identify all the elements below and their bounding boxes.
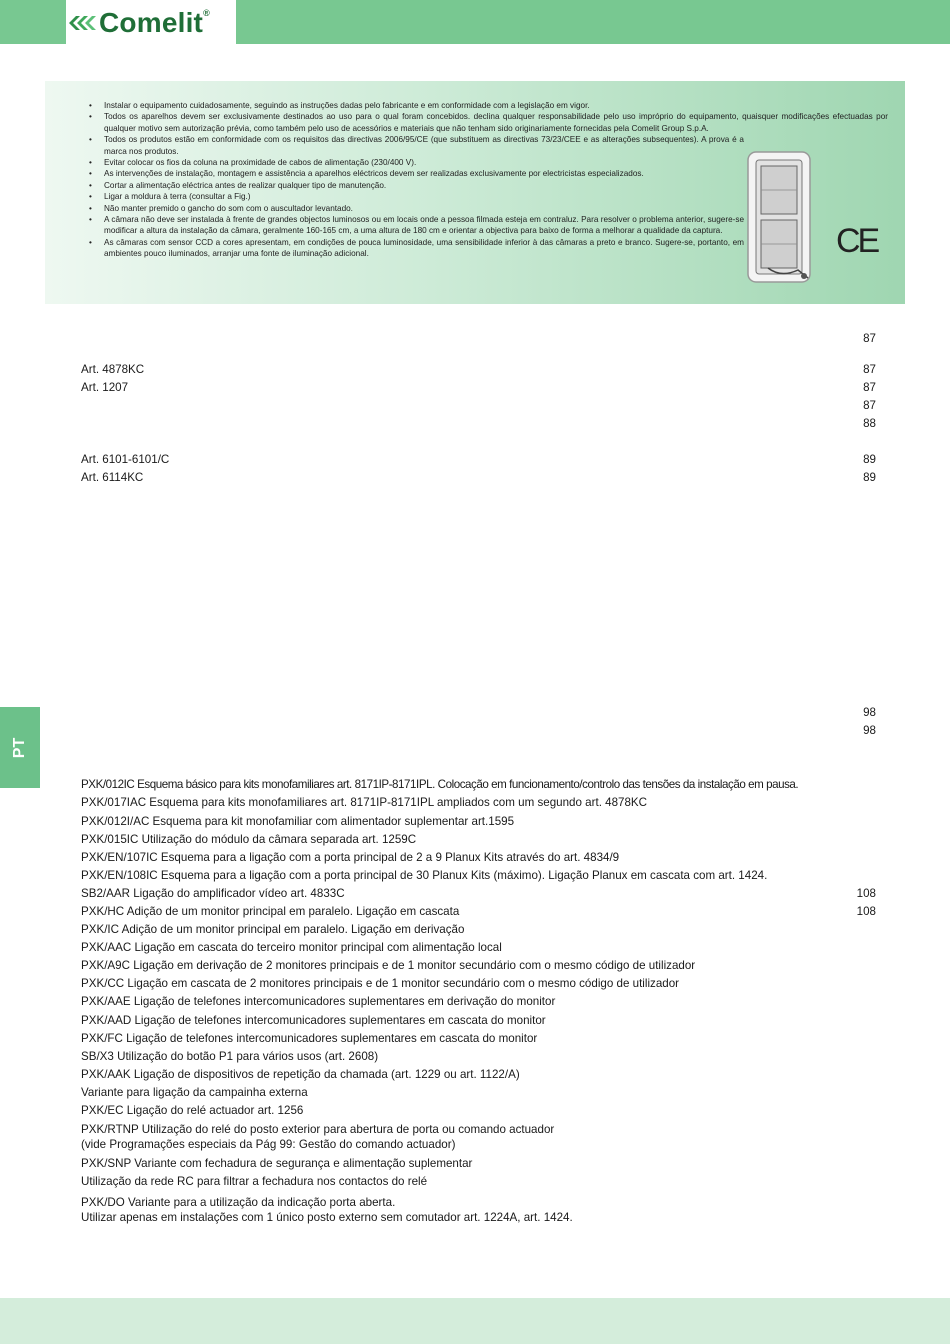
notice-item: • As intervenções de instalação, montagem e assistência a aparelhos eléctricos devem ser realizadas exclusivamente por electricistas especializados. — [88, 168, 744, 179]
toc-row[interactable]: PXK/HC Adição de um monitor principal em paralelo. Ligação em cascata 108 — [81, 905, 876, 918]
toc-row[interactable]: PXK/012IC Esquema básico para kits monofamiliares art. 8171IP-8171IPL. Colocação em funcionamento/controlo das tensões da instalação em pausa. — [81, 778, 799, 791]
toc-row[interactable]: PXK/EN/107IC Esquema para a ligação com a porta principal de 2 a 9 Planux Kits através do art. 4834/9 — [81, 851, 620, 864]
notice-item: • A câmara não deve ser instalada à frente de grandes objectos luminosos ou em locais onde a pessoa filmada esteja em contraluz. Para resolver o problema anterior, sugere-se modificar a altura da instalação da câmara, geralmente 160-165 cm, a uma altura de 180 cm e orientar a objectiva para baixo de forma a melhorar a qualidade da captura. — [88, 214, 744, 237]
toc-row[interactable]: PXK/015IC Utilização do módulo da câmara separada art. 1259C — [81, 833, 417, 846]
notice-item: • Todos os aparelhos devem ser exclusivamente destinados ao uso para o qual foram concebidos. declina qualquer responsabilidade pelo uso impróprio do equipamento, quaisquer modificações efectuadas por qualquer motivo sem autorização prévia, como também pelo uso de acessórios e materiais que não tenham sido originariamente fornecidas pela Comelit Group S.p.A. — [88, 111, 888, 134]
toc-row[interactable]: PXK/A9C Ligação em derivação de 2 monitores principais e de 1 monitor secundário com o mesmo código de utilizador — [81, 959, 696, 972]
page-number: 98 — [863, 724, 876, 737]
page-number: 108 — [856, 905, 876, 918]
toc-row[interactable]: PXK/IC Adição de um monitor principal em paralelo. Ligação em derivação — [81, 923, 465, 936]
toc-row[interactable] — [81, 331, 876, 347]
toc-row[interactable]: PXK/CC Ligação em cascata de 2 monitores principais e de 1 monitor secundário com o mesmo código de utilizador — [81, 977, 680, 990]
toc-row[interactable]: PXK/AAK Ligação de dispositivos de repetição da chamada (art. 1229 ou art. 1122/A) — [81, 1068, 520, 1081]
toc-row[interactable]: Art. 6101-6101/C 89 — [81, 453, 876, 466]
page-number: 87 — [863, 399, 876, 412]
toc-row[interactable]: PXK/AAD Ligação de telefones intercomunicadores suplementares em cascata do monitor — [81, 1014, 546, 1027]
toc-row[interactable]: PXK/AAE Ligação de telefones intercomunicadores suplementares em derivação do monitor — [81, 995, 556, 1008]
footer-bar — [0, 1298, 950, 1344]
toc-row[interactable]: SB/X3 Utilização do botão P1 para vários usos (art. 2608) — [81, 1050, 379, 1063]
notice-item: • As câmaras com sensor CCD a cores apresentam, em condições de pouca luminosidade, uma sensibilidade inferior à das câmaras a preto e branco. Sugere-se, portanto, em ambientes pouco iluminados, arranjar uma fonte de iluminação adicional. — [88, 237, 744, 260]
earthing-frame-figure — [746, 150, 816, 286]
brand-name: Comelit® — [99, 7, 210, 38]
toc-row[interactable]: Variante para ligação da campainha externa — [81, 1086, 308, 1099]
toc-row[interactable]: Art. 4878KC 87 — [81, 363, 876, 376]
toc-row[interactable] — [81, 416, 876, 432]
toc-row[interactable]: Utilização da rede RC para filtrar a fechadura nos contactos do relé — [81, 1175, 428, 1188]
toc-row[interactable]: Art. 1207 87 — [81, 381, 876, 394]
notice-item: • Ligar a moldura à terra (consultar a Fig.) — [88, 191, 744, 202]
page-number: 89 — [863, 471, 876, 484]
language-tab-label: PT — [10, 737, 28, 758]
toc-row[interactable]: Art. 6114KC 89 — [81, 471, 876, 484]
page-number: 88 — [863, 417, 876, 430]
page-number: 87 — [863, 363, 876, 376]
notice-item: • Evitar colocar os fios da coluna na proximidade de cabos de alimentação (230/400 V). — [88, 157, 744, 168]
toc-row[interactable]: PXK/012I/AC Esquema para kit monofamiliar com alimentador suplementar art.1595 — [81, 815, 515, 828]
comelit-arrows-logo-icon — [69, 12, 97, 34]
toc-row[interactable] — [81, 398, 876, 414]
safety-notice-panel — [45, 81, 905, 304]
page-number: 87 — [863, 332, 876, 345]
page-number: 108 — [856, 887, 876, 900]
toc-row[interactable] — [81, 705, 876, 721]
notice-item: • Não manter premido o gancho do som com o auscultador levantado. — [88, 203, 744, 214]
comelit-logo — [66, 0, 236, 46]
toc-row[interactable]: PXK/FC Ligação de telefones intercomunicadores suplementares em cascata do monitor — [81, 1032, 538, 1045]
page-number: 87 — [863, 381, 876, 394]
language-tab — [0, 707, 40, 788]
notice-item: • Instalar o equipamento cuidadosamente, seguindo as instruções dadas pelo fabricante e em conformidade com a legislação em vigor. — [88, 100, 888, 111]
toc-row[interactable]: PXK/EN/108IC Esquema para a ligação com a porta principal de 30 Planux Kits (máximo). Ligação Planux em cascata com art. 1424. — [81, 869, 768, 882]
toc-row[interactable]: PXK/DO Variante para a utilização da indicação porta aberta. Utilizar apenas em instalações com 1 único posto externo sem comutador art. 1224A, art. 1424. — [81, 1196, 573, 1224]
notice-item: • Cortar a alimentação eléctrica antes de realizar qualquer tipo de manutenção. — [88, 180, 744, 191]
toc-row[interactable]: PXK/AAC Ligação em cascata do terceiro monitor principal com alimentação local — [81, 941, 502, 954]
toc-row[interactable]: PXK/RTNP Utilização do relé do posto exterior para abertura de porta ou comando actuador (vide Programações especiais da Pág 99: Gestão do comando actuador) — [81, 1123, 555, 1151]
ce-mark: CE — [836, 222, 878, 260]
notice-item: • Todos os produtos estão em conformidade com os requisitos das directivas 2006/95/CE (que substituem as directivas 73/23/CEE e as alterações subsequentes). A prova é a marca nos produtos. — [88, 134, 744, 157]
page-number: 89 — [863, 453, 876, 466]
toc-row[interactable]: PXK/EC Ligação do relé actuador art. 1256 — [81, 1104, 304, 1117]
toc-row[interactable]: PXK/SNP Variante com fechadura de segurança e alimentação suplementar — [81, 1157, 473, 1170]
toc-row[interactable]: PXK/017IAC Esquema para kits monofamiliares art. 8171IP-8171IPL ampliados com um segundo art. 4878KC — [81, 796, 648, 809]
toc-row[interactable]: SB2/AAR Ligação do amplificador vídeo art. 4833C 108 — [81, 887, 876, 900]
toc-row[interactable] — [81, 723, 876, 739]
page-number: 98 — [863, 706, 876, 719]
